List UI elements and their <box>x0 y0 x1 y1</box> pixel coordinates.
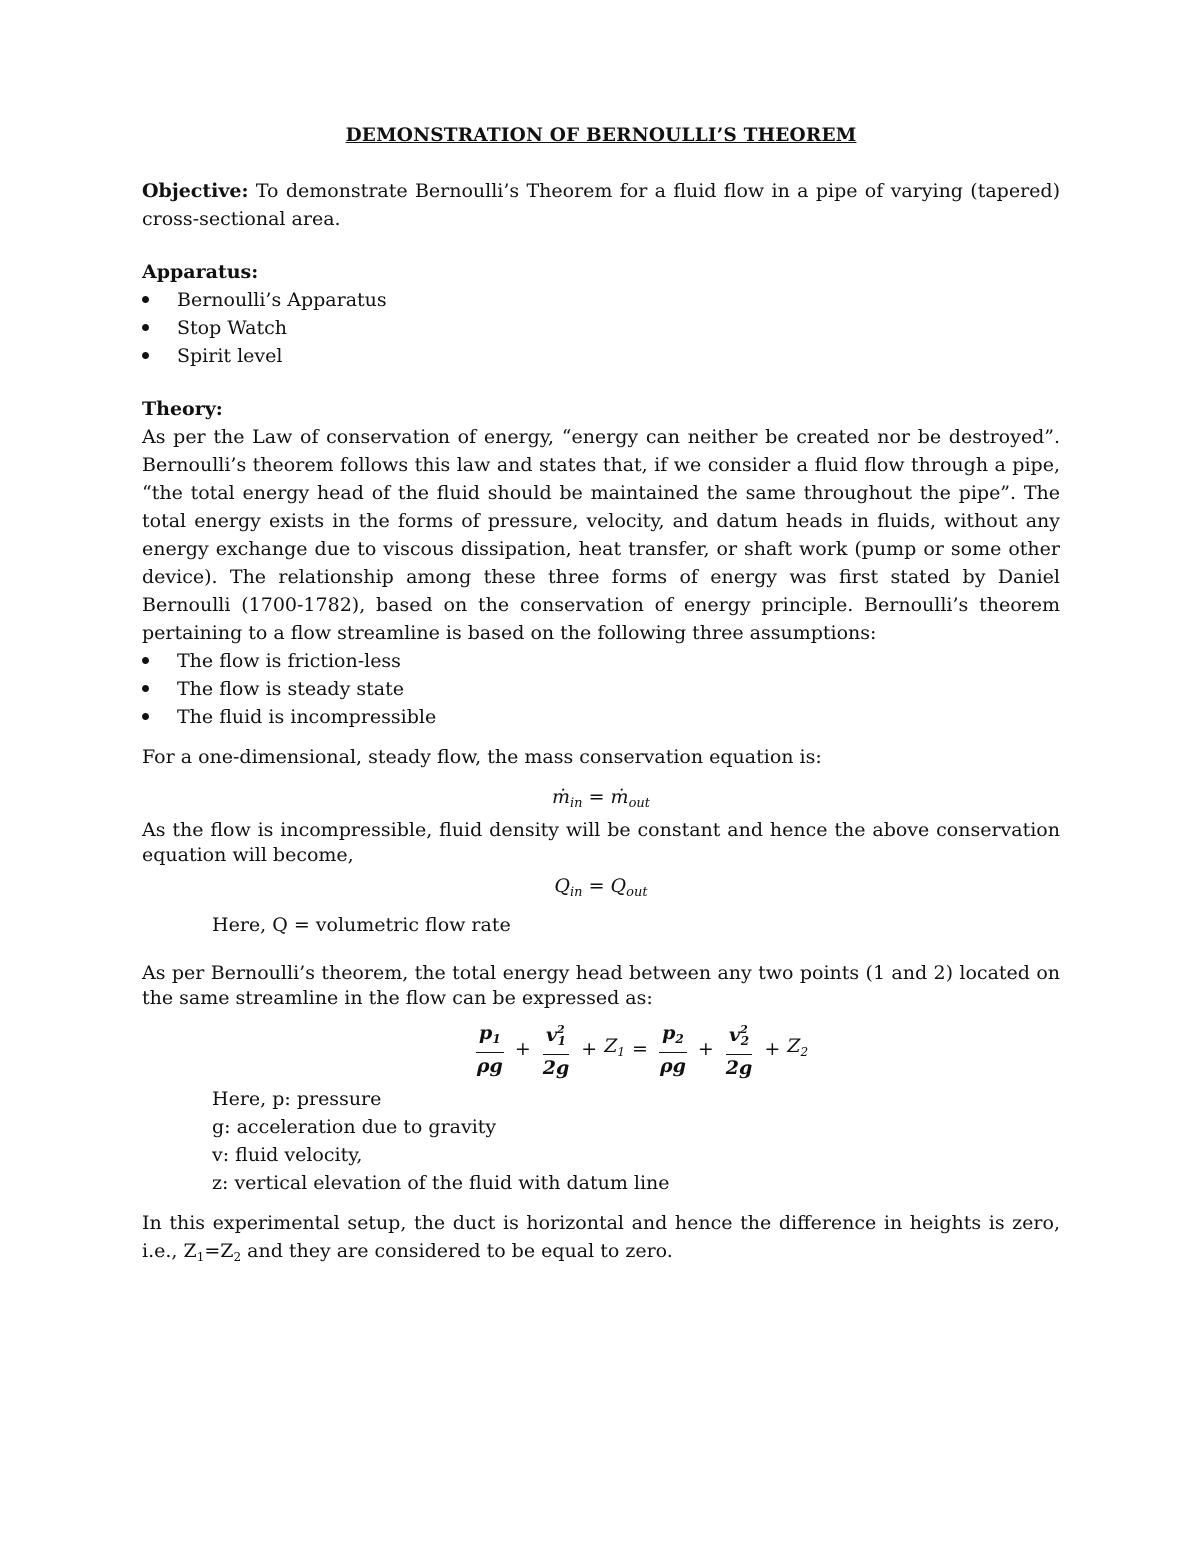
list-item-text: Spirit level <box>177 345 283 367</box>
eq-lhs: Q <box>554 875 570 897</box>
definition-elevation: z: vertical elevation of the fluid with datum line <box>212 1172 670 1194</box>
bullet-icon <box>142 685 149 692</box>
bernoulli-equation <box>142 1019 1060 1079</box>
eq-superscript: 2 <box>557 1023 565 1036</box>
fraction-denominator: 2g <box>725 1057 753 1079</box>
fraction-denominator: 2g <box>542 1057 570 1079</box>
eq-operator: = <box>588 875 605 897</box>
eq-rhs: ṁ <box>610 786 629 808</box>
eq-superscript: 2 <box>740 1023 748 1036</box>
mass-conservation-intro: For a one-dimensional, steady flow, the mass conservation equation is: <box>142 746 822 768</box>
objective-label: Objective: <box>142 180 249 202</box>
bullet-icon <box>142 324 149 331</box>
eq-symbol: Z <box>604 1035 618 1057</box>
eq-subscript: 2 <box>800 1045 809 1059</box>
mass-conservation-equation <box>142 783 1060 818</box>
list-item <box>142 286 1060 314</box>
definition-pressure: Here, p: pressure <box>212 1088 382 1110</box>
eq-subscript: 2 <box>740 1034 750 1048</box>
theory-heading: Theory: <box>142 398 223 420</box>
eq-rhs: Q <box>610 875 627 897</box>
flow-rate-note: Here, Q = volumetric flow rate <box>212 914 511 936</box>
eq-subscript: 2 <box>675 1031 684 1046</box>
elevation-head-1 <box>604 1032 625 1066</box>
variable-definitions <box>142 1085 1060 1197</box>
apparatus-list <box>142 286 1060 370</box>
fraction-denominator: ρg <box>659 1054 686 1077</box>
fraction-numerator <box>659 1022 687 1053</box>
eq-symbol: p <box>662 1021 676 1044</box>
pressure-head-2 <box>657 1022 689 1077</box>
eq-operator: = <box>588 786 605 808</box>
fraction-denominator: ρg <box>476 1054 503 1077</box>
page-title: DEMONSTRATION OF BERNOULLI’S THEOREM <box>345 125 857 146</box>
velocity-head-1 <box>540 1019 573 1079</box>
conclusion-text: and they are considered to be equal to zero. <box>241 1240 673 1262</box>
conclusion-text: In this experimental setup, the duct is horizontal and hence the difference in heights is zero, i.e., Z <box>142 1212 1060 1262</box>
spacer <box>142 233 1060 258</box>
eq-rhs-sub: out <box>628 796 651 811</box>
bullet-icon <box>142 296 149 303</box>
eq-symbol: p <box>479 1021 493 1044</box>
incompressible-paragraph: As the flow is incompressible, fluid density will be constant and hence the above conservation equation will become, <box>142 819 1060 866</box>
conclusion-paragraph <box>142 1209 1060 1271</box>
list-item <box>142 703 1060 731</box>
bullet-icon <box>142 352 149 359</box>
eq-symbol: Z <box>787 1035 801 1057</box>
eq-subscript: 2 <box>233 1250 242 1264</box>
fraction-numerator <box>726 1019 752 1055</box>
eq-operator: + <box>514 1038 531 1060</box>
bernoulli-intro: As per Bernoulli’s theorem, the total energy head between any two points (1 and 2) located on the same streamline in the flow can be expressed as: <box>142 962 1060 1009</box>
eq-symbol: v <box>545 1024 558 1046</box>
eq-operator: + <box>764 1038 781 1060</box>
list-item-text: Stop Watch <box>177 317 288 339</box>
objective-text: To demonstrate Bernoulli’s Theorem for a fluid flow in a pipe of varying (tapered) cross-sectional area. <box>142 180 1060 230</box>
pressure-head-1 <box>474 1022 506 1077</box>
spacer <box>142 731 1060 743</box>
fraction-numerator <box>476 1022 504 1053</box>
eq-rhs-sub: out <box>626 885 648 900</box>
list-item-text: The flow is friction-less <box>177 650 401 672</box>
conclusion-text: =Z <box>204 1240 234 1262</box>
bullet-icon <box>142 657 149 664</box>
eq-operator: = <box>632 1038 648 1060</box>
eq-subscript: 1 <box>196 1250 205 1264</box>
list-item <box>142 342 1060 370</box>
definition-velocity: v: fluid velocity, <box>212 1144 363 1166</box>
list-item <box>142 314 1060 342</box>
list-item-text: The fluid is incompressible <box>177 706 437 728</box>
eq-lhs-sub: in <box>570 796 583 811</box>
eq-operator: + <box>697 1038 714 1060</box>
eq-subscript: 1 <box>617 1045 626 1059</box>
document-page <box>142 122 1060 1271</box>
list-item <box>142 675 1060 703</box>
eq-lhs-sub: in <box>570 885 583 900</box>
eq-subscript: 1 <box>492 1031 501 1046</box>
objective-paragraph <box>142 177 1060 233</box>
flow-rate-equation <box>142 872 1060 907</box>
list-item-text: The flow is steady state <box>177 678 404 700</box>
spacer <box>142 370 1060 395</box>
fraction-numerator <box>543 1019 569 1055</box>
theory-paragraph: As per the Law of conservation of energy, “energy can neither be created nor be destroyed”. Bernoulli’s theorem follows this law and states that, if we consider a fluid flow through a pipe, “the total energy head of the fluid should be maintained the same throughout the pipe”. The total energy exists in the forms of pressure, velocity, and datum heads in fluids, without any energy exchange due to viscous dissipation, heat transfer, or shaft work (pump or some other device). The relationship among these three forms of energy was first stated by Daniel Bernoulli (1700-1782), based on the conservation of energy principle. Bernoulli’s theorem pertaining to a flow streamline is based on the following three assumptions: <box>142 426 1060 644</box>
assumptions-list <box>142 647 1060 731</box>
eq-symbol: v <box>729 1024 741 1046</box>
elevation-head-2 <box>787 1032 808 1066</box>
list-item-text: Bernoulli’s Apparatus <box>177 289 387 311</box>
spacer <box>142 1197 1060 1209</box>
eq-lhs: ṁ <box>551 786 570 808</box>
bullet-icon <box>142 713 149 720</box>
apparatus-heading: Apparatus: <box>142 261 259 283</box>
list-item <box>142 647 1060 675</box>
spacer <box>142 939 1060 961</box>
eq-operator: + <box>581 1038 598 1060</box>
eq-subscript: 1 <box>557 1034 567 1048</box>
definition-gravity: g: acceleration due to gravity <box>212 1116 497 1138</box>
velocity-head-2 <box>723 1019 756 1079</box>
